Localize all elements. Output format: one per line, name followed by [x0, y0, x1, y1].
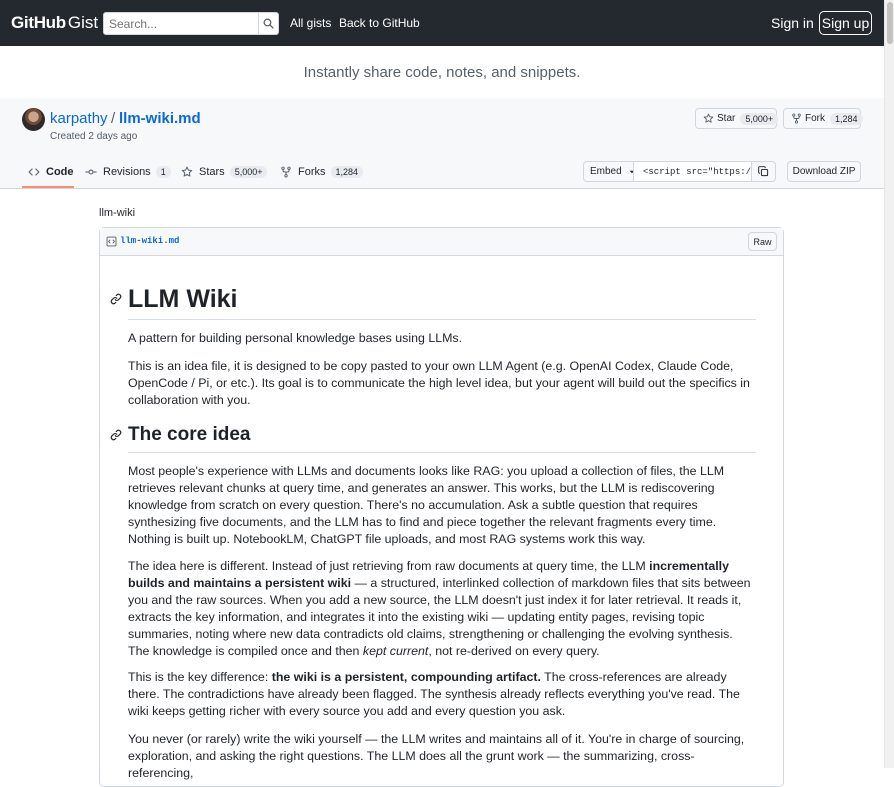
git-fork-icon: [791, 113, 802, 124]
text-run: The idea here is different. Instead of just retrieving from raw documents at query time, the LLM: [128, 559, 650, 573]
fork-count: 1,284: [830, 113, 863, 125]
nav-back-to-github[interactable]: Back to GitHub: [339, 16, 420, 30]
paragraph: A pattern for building personal knowledge bases using LLMs.: [128, 331, 463, 345]
gist-description: llm-wiki: [99, 207, 136, 219]
star-label: Star: [717, 113, 736, 124]
text-run: The cross-references are already there. The contradictions have already been flagged. The synthesis already reflects everything you've read. The wiki keeps getting richer with every source you add and every question you ask.: [128, 670, 740, 718]
embed-label: Embed: [590, 166, 622, 177]
file-name-link[interactable]: llm-wiki.md: [120, 236, 180, 246]
star-icon: [703, 113, 714, 124]
paragraph: You never (or rarely) write the wiki yourself — the LLM writes and maintains all of it. You're in charge of sourcing, exploration, and asking the right questions. The LLM does all the grunt work — the summarizing, cross-referencing,: [128, 732, 745, 780]
page-scrollbar[interactable]: [884, 0, 894, 768]
sign-up-button[interactable]: Sign up: [819, 11, 872, 35]
git-commit-icon: [85, 166, 97, 178]
tagline: Instantly share code, notes, and snippets.: [303, 64, 581, 81]
embed-dropdown[interactable]: [583, 161, 634, 182]
sign-in-link[interactable]: Sign in: [771, 15, 814, 31]
paragraph: [128, 669, 756, 720]
tab-stars-label: Stars: [199, 166, 225, 178]
heading-text: The core idea: [128, 424, 251, 445]
forks-count: 1,284: [331, 166, 364, 178]
tab-revisions[interactable]: [85, 166, 171, 178]
owner-link[interactable]: karpathy: [50, 110, 108, 127]
tab-forks[interactable]: [280, 166, 363, 178]
search-input[interactable]: [104, 13, 259, 34]
download-zip-button[interactable]: Download ZIP: [787, 161, 861, 182]
logo-gist-text: Gist: [67, 13, 99, 32]
star-count: 5,000+: [740, 113, 778, 125]
tab-code-label: Code: [46, 166, 74, 178]
stars-count: 5,000+: [230, 166, 268, 178]
gist-title-link[interactable]: llm-wiki.md: [119, 110, 201, 127]
text-run: , not re-derived on every query.: [428, 644, 600, 658]
text-run: This is the key difference:: [128, 670, 272, 684]
file-header: [100, 228, 783, 256]
logo-github-text: GitHub: [11, 13, 66, 32]
paragraph: This is an idea file, it is designed to be copy pasted to your own LLM Agent (e.g. OpenAI Codex, Claude Code, OpenCode / Pi, or etc.). Its goal is to communicate the high level idea, but your agent will build out the specifics in collaboration with you.: [128, 359, 750, 407]
paragraph: Most people's experience with LLMs and documents looks like RAG: you upload a collection of files, the LLM retrieves relevant chunks at query time, and generates an answer. This works, but the LLM is rediscovering knowledge from scratch on every question. There's no accumulation. Ask a subtle question that requires synthesizing five documents, and the LLM has to find and piece together the relevant fragments every time. Nothing is built up. NotebookLM, ChatGPT file uploads, and most RAG systems work this way.: [128, 464, 725, 546]
file-code-icon: [106, 236, 117, 247]
search-icon: [263, 18, 274, 29]
tab-stars[interactable]: [181, 166, 267, 178]
search-box: [103, 12, 279, 35]
nav-all-gists[interactable]: All gists: [290, 16, 332, 30]
revisions-count: 1: [156, 166, 171, 178]
italic-text: kept current: [362, 644, 429, 658]
raw-button[interactable]: Raw: [748, 232, 777, 251]
github-gist-logo[interactable]: [11, 12, 98, 34]
tabs-divider: [0, 188, 884, 189]
fork-label: Fork: [805, 113, 825, 124]
copy-embed-button[interactable]: [751, 161, 776, 182]
created-time: Created 2 days ago: [50, 131, 138, 142]
tab-code[interactable]: [28, 166, 74, 178]
code-icon: [28, 166, 40, 178]
avatar[interactable]: [22, 108, 45, 131]
star-icon: [181, 166, 193, 178]
paragraph: [128, 558, 756, 660]
heading-core-idea: [128, 423, 756, 453]
bold-text: the wiki is a persistent, compounding artifact.: [271, 670, 541, 684]
link-icon: [110, 429, 122, 441]
link-icon: [110, 293, 122, 305]
tab-forks-label: Forks: [298, 166, 326, 178]
file-container: [99, 227, 784, 787]
git-fork-icon: [280, 166, 292, 178]
bold-text: incrementally builds and maintains a persistent wiki: [128, 559, 730, 590]
heading-llm-wiki: [128, 284, 756, 320]
fork-button[interactable]: [783, 108, 861, 129]
search-button[interactable]: [258, 13, 278, 34]
site-header: [0, 0, 884, 46]
tab-revisions-label: Revisions: [103, 166, 151, 178]
scrollbar-thumb[interactable]: [887, 2, 893, 44]
text-run: — a structured, interlinked collection of markdown files that sits between you and the raw sources. When you add a new source, the LLM doesn't just index it for later retrieval. It reads it, extracts the key information, and integrates it into the existing wiki — updating entity pages, revising topic summaries, noting where new data contradicts old claims, strengthening or challenging the evolving synthesis. The knowledge is compiled once and then: [128, 576, 751, 658]
copy-icon: [758, 166, 769, 177]
embed-url-field[interactable]: <script src="https:/: [633, 161, 752, 182]
heading-text: LLM Wiki: [128, 285, 238, 313]
path-separator: /: [111, 110, 116, 127]
star-button[interactable]: [695, 108, 777, 129]
